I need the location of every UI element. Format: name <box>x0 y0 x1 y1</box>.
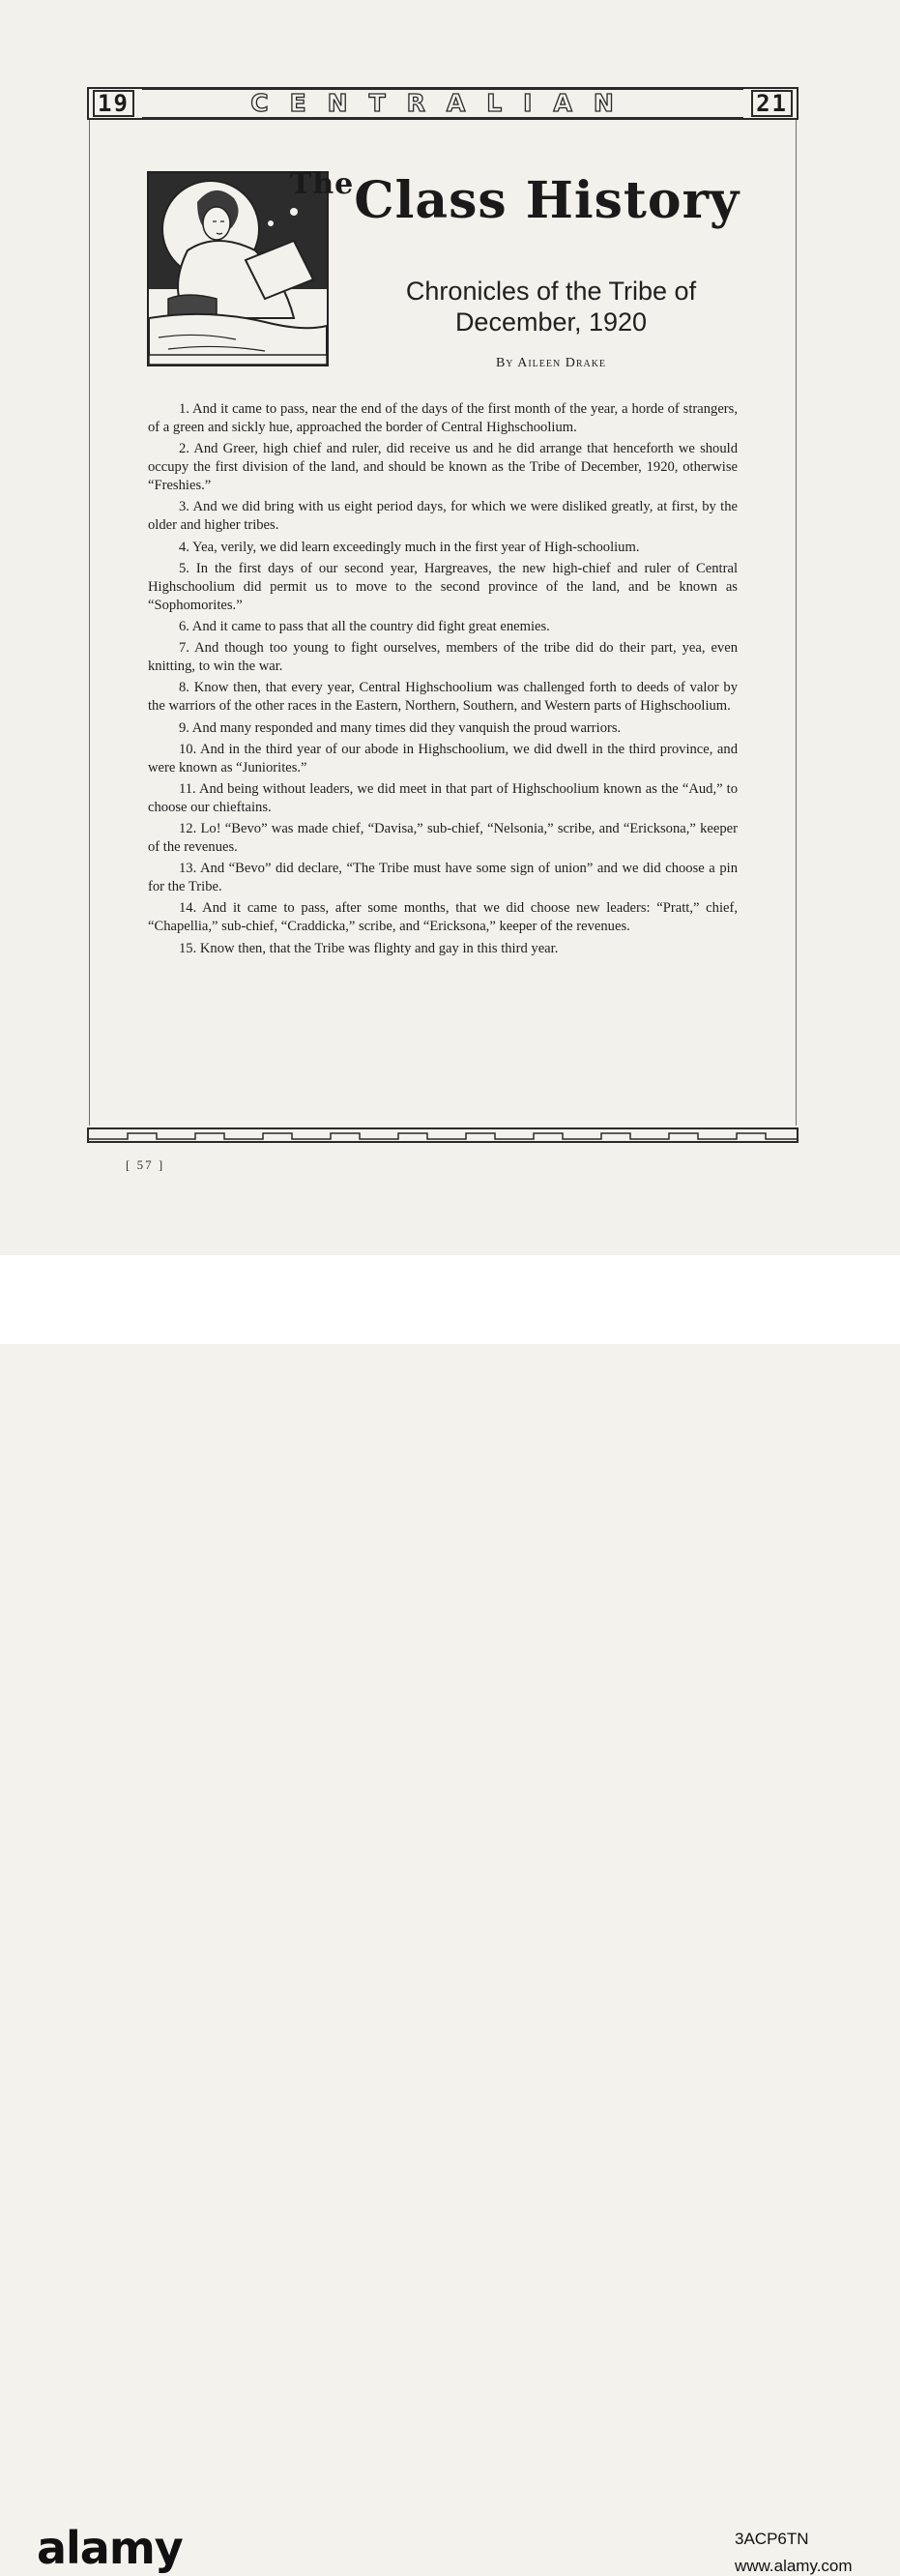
paragraph: 8. Know then, that every year, Central Highschoolium was challenged forth to deeds of valor by the warriors of the other races in the Eastern, Northern, Southern, and Western parts of Highschoolium. <box>148 680 738 715</box>
scanned-page <box>0 0 900 1255</box>
frame-right-rule <box>796 120 797 1126</box>
alamy-logo: alamy <box>37 2522 183 2574</box>
subtitle-line-1: Chronicles of the Tribe of <box>405 277 697 306</box>
chronicle-text <box>148 400 738 961</box>
banner-title: CENTRALIAN <box>142 88 743 119</box>
paragraph: 11. And being without leaders, we did meet in that part of Highschoolium known as the “Aud,” to choose our chieftains. <box>148 780 738 815</box>
watermark-footer <box>0 1255 900 2575</box>
paragraph: 6. And it came to pass that all the country did fight great enemies. <box>179 618 550 634</box>
subtitle-line-2: December, 1920 <box>454 307 648 337</box>
paragraph: 1. And it came to pass, near the end of the days of the first month of the year, a horde of strangers, of a green and sickly hue, approached the border of Central Highschoolium. <box>148 401 738 435</box>
banner-year-left: 19 <box>93 90 134 117</box>
frame-left-rule <box>89 120 90 1126</box>
paragraph: 12. Lo! “Bevo” was made chief, “Davisa,” sub-chief, “Nelsonia,” scribe, and “Ericksona,” keeper of the revenues. <box>148 821 738 856</box>
paragraph: 14. And it came to pass, after some months, that we did choose new leaders: “Pratt,” chief, “Chapellia,” sub-chief, “Craddicka,” scribe, and “Ericksona,” keeper of the revenues. <box>148 900 738 935</box>
paragraph: 9. And many responded and many times did they vanquish the proud warriors. <box>179 719 622 736</box>
paragraph: 4. Yea, verily, we did learn exceedingly much in the first year of High-schoolium. <box>179 539 640 555</box>
banner-year-right: 21 <box>751 90 793 117</box>
paragraph: 7. And though too young to fight ourselves, members of the tribe did do their part, yea, even knitting, to win the war. <box>148 640 738 675</box>
author-byline: By Aileen Drake <box>495 356 607 370</box>
paragraph: 10. And in the third year of our abode in Highschoolium, we did dwell in the third province, and were known as “Juniorites.” <box>148 741 738 776</box>
paragraph: 13. And “Bevo” did declare, “The Tribe must have some sign of union” and we did choose a pin for the Tribe. <box>148 861 738 895</box>
bottom-ornament-rule <box>87 1127 798 1143</box>
chronicles-subtitle <box>367 276 735 337</box>
centralian-banner <box>87 87 798 120</box>
heading-class-history: Class History <box>354 171 740 230</box>
heading-the: The <box>290 167 355 201</box>
paragraph: 2. And Greer, high chief and ruler, did receive us and he did arrange that henceforth we should occupy the first division of the land, and should be known as the Tribe of December, 1920, otherwise “Freshies.” <box>148 441 738 494</box>
paragraph: 3. And we did bring with us eight period days, for which we were disliked greatly, at first, by the older and higher tribes. <box>148 499 738 534</box>
greek-key-border-icon <box>89 1130 797 1142</box>
class-history-heading <box>290 162 744 240</box>
paragraph: 15. Know then, that the Tribe was flighty and gay in this third year. <box>179 940 559 956</box>
page-number: [ 57 ] <box>126 1157 165 1172</box>
image-id: 3ACP6TN <box>735 2530 809 2548</box>
paragraph: 5. In the first days of our second year, Hargreaves, the new high-chief and ruler of Central Highschoolium did permit us to move to the second province of the land, and be known as “Sophomorites.” <box>148 560 738 613</box>
site-url: www.alamy.com <box>735 2557 853 2575</box>
